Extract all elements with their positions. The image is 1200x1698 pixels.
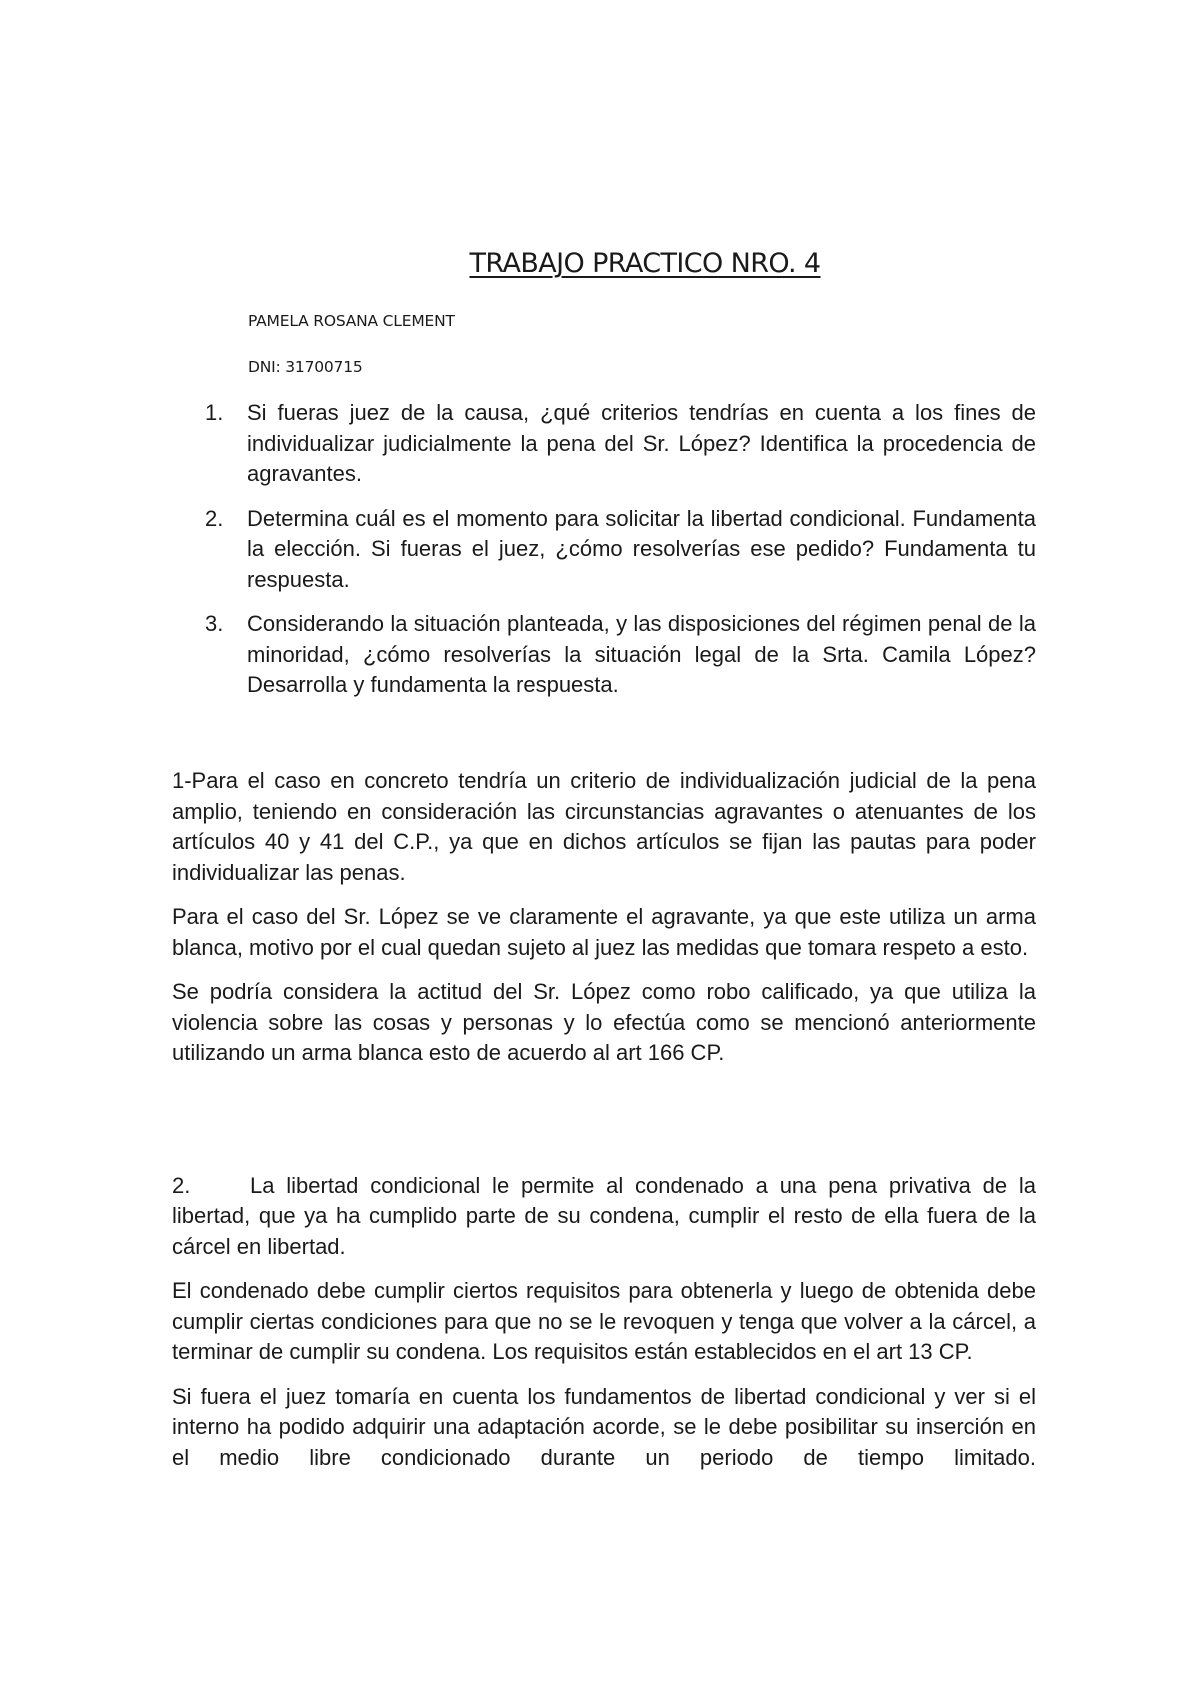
question-text: Si fueras juez de la causa, ¿qué criterios tendrías en cuenta a los fines de individualizar judicialmente la pena del Sr. López? Identifica la procedencia de agravantes.	[247, 400, 1036, 486]
answer2-paragraph: Si fuera el juez tomaría en cuenta los fundamentos de libertad condicional y ver si el interno ha podido adquirir una adaptación acorde, se le debe posibilitar su inserción en el medio libre condicionado durante un periodo de tiempo limitado.	[172, 1383, 1036, 1470]
answer1-paragraph: Se podría considera la actitud del Sr. López como robo calificado, ya que utiliza la violencia sobre las cosas y personas y lo efectúa como se mencionó anteriormente utilizando un arma blanca esto de acuerdo al art 166 CP.	[172, 979, 1036, 1065]
answer2-paragraph	[172, 1171, 1036, 1263]
question-item	[205, 398, 1036, 490]
answer2-text: La libertad condicional le permite al condenado a una pena privativa de la libertad, que ya ha cumplido parte de su condena, cumplir el resto de ella fuera de la cárcel en libertad.	[172, 1172, 1036, 1259]
question-item	[205, 504, 1036, 596]
question-text: Determina cuál es el momento para solicitar la libertad condicional. Fundamenta la elección. Si fueras el juez, ¿cómo resolverías ese pedido? Fundamenta tu respuesta.	[247, 505, 1036, 592]
question-number: 1.	[205, 400, 224, 425]
question-item	[205, 609, 1036, 701]
question-text: Considerando la situación planteada, y las disposiciones del régimen penal de la minoridad, ¿cómo resolverías la situación legal de la Srta. Camila López? Desarrolla y fundamenta la respuesta.	[247, 611, 1036, 697]
question-list	[205, 398, 1036, 715]
answer1-paragraph: Para el caso del Sr. López se ve claramente el agravante, ya que este utiliza un arma blanca, motivo por el cual quedan sujeto al juez las medidas que tomara respeto a esto.	[172, 904, 1036, 960]
document-title: TRABAJO PRACTICO NRO. 4	[469, 248, 821, 279]
answer1-paragraph: 1-Para el caso en concreto tendría un criterio de individualización judicial de la pena amplio, teniendo en consideración las circunstancias agravantes o atenuantes de los artículos 40 y 41 del C.P., ya que en dichos artículos se fijan las pautas para poder individualizar las penas.	[172, 768, 1036, 885]
answers-section	[172, 766, 1036, 1487]
question-number: 2.	[205, 505, 224, 531]
author-name: PAMELA ROSANA CLEMENT	[248, 312, 455, 330]
answer2-paragraph: El condenado debe cumplir ciertos requisitos para obtenerla y luego de obtenida debe cumplir ciertas condiciones para que no se le revoquen y tenga que volver a la cárcel, a terminar de cumplir su condena. Los requisitos están establecidos en el art 13 CP.	[172, 1278, 1036, 1364]
author-dni: DNI: 31700715	[248, 358, 363, 376]
answer2-number: 2.	[172, 1172, 191, 1198]
section-spacer	[172, 1083, 1036, 1171]
question-number: 3.	[205, 611, 224, 636]
